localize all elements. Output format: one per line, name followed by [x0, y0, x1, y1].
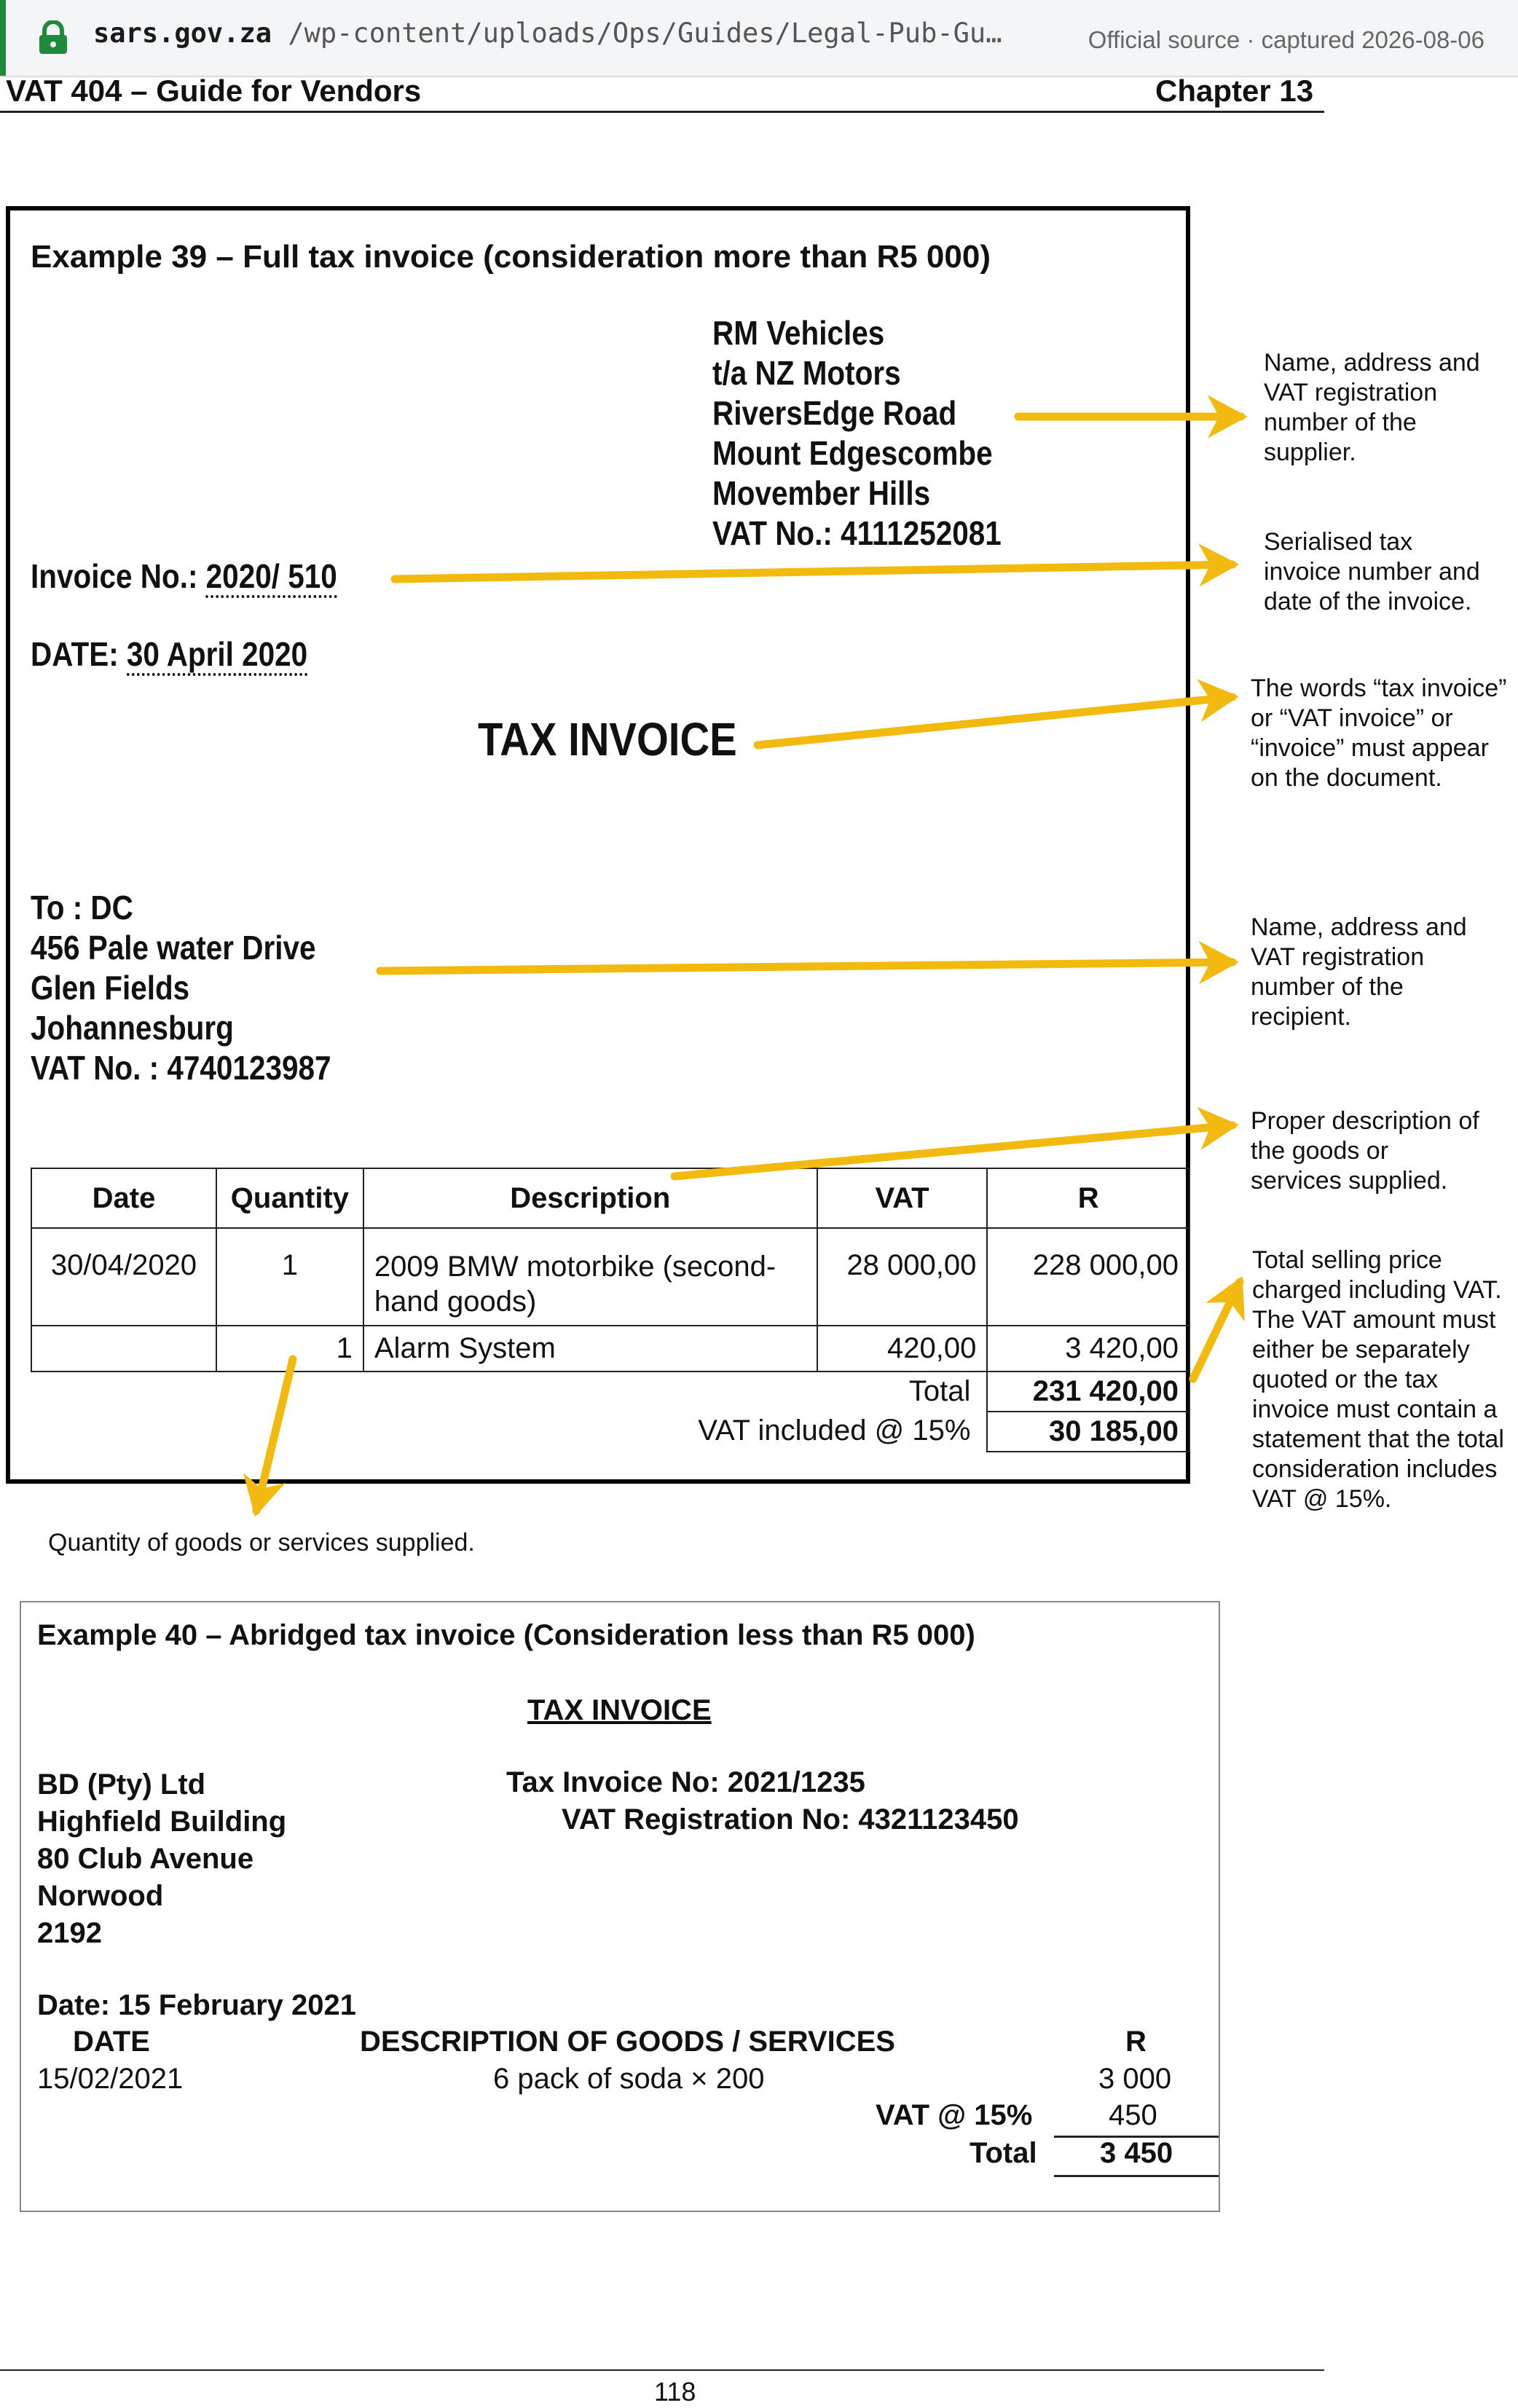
abridged-col-r: R	[1125, 2026, 1147, 2058]
arrow-description	[675, 1125, 1232, 1176]
recipient-line: VAT No. : 4740123987	[31, 1049, 331, 1087]
url-path: /wp-content/uploads/Ops/Guides/Legal-Pub-Gu…	[288, 17, 1002, 49]
tax-invoice-heading: TAX INVOICE	[478, 713, 737, 766]
abridged-vat-value: 450	[1109, 2099, 1157, 2131]
abridged-total-rule-bottom	[1054, 2175, 1219, 2177]
abridged-supplier-block	[37, 1766, 286, 1952]
abridged-supplier-line: 2192	[37, 1917, 102, 1949]
abridged-row-desc: 6 pack of soda × 200	[493, 2063, 765, 2095]
cell-desc: Alarm System	[363, 1326, 817, 1372]
cell-vat: 28 000,00	[817, 1228, 988, 1326]
annotation-supplier: Name, address and VAT registration number of the supplier.	[1264, 349, 1480, 466]
abridged-col-date: DATE	[73, 2026, 150, 2058]
cell-r: 3 420,00	[987, 1326, 1189, 1372]
invoice-no-value: 2020/ 510	[206, 557, 337, 598]
annotation-recipient: Name, address and VAT registration number of the recipient.	[1251, 913, 1467, 1031]
abridged-supplier-line: BD (Pty) Ltd	[37, 1768, 206, 1801]
invoice-date-label: DATE:	[31, 635, 127, 673]
supplier-line: RM Vehicles	[712, 314, 885, 352]
annotation-quantity: Quantity of goods or services supplied.	[48, 1529, 475, 1557]
col-header-description: Description	[363, 1168, 817, 1228]
abridged-total-label: Total	[970, 2137, 1037, 2169]
vat-included-label: VAT included @ 15%	[698, 1414, 971, 1447]
col-header-date: Date	[31, 1168, 216, 1228]
arrow-total	[1193, 1282, 1240, 1379]
url-domain: sars.gov.za	[93, 17, 272, 49]
cell-desc: 2009 BMW motorbike (second-hand goods)	[363, 1228, 817, 1326]
example-39-title: Example 39 – Full tax invoice (consideration more than R5 000)	[31, 239, 991, 275]
abridged-total-value: 3 450	[1100, 2137, 1173, 2169]
example-40-title: Example 40 – Abridged tax invoice (Consideration less than R5 000)	[37, 1619, 975, 1651]
arrow-words	[758, 697, 1232, 745]
col-header-r: R	[987, 1168, 1189, 1228]
abridged-supplier-line: 80 Club Avenue	[37, 1843, 254, 1875]
abridged-supplier-line: Highfield Building	[37, 1806, 287, 1838]
recipient-line: Johannesburg	[31, 1009, 234, 1047]
arrow-serial	[395, 564, 1232, 579]
footer-rule	[0, 2369, 1324, 2371]
recipient-line: Glen Fields	[31, 969, 190, 1007]
annotation-description: Proper description of the goods or services supplied.	[1251, 1107, 1479, 1195]
supplier-line: t/a NZ Motors	[712, 354, 901, 392]
doc-header-left: VAT 404 – Guide for Vendors	[6, 74, 422, 108]
supplier-line: RiversEdge Road	[712, 394, 957, 432]
invoice-no-label: Invoice No.:	[31, 557, 206, 595]
cell-vat: 420,00	[817, 1326, 988, 1372]
abridged-tax-invoice-heading: TAX INVOICE	[527, 1694, 712, 1726]
recipient-line: 456 Pale water Drive	[31, 929, 316, 967]
supplier-line: Movember Hills	[712, 474, 931, 512]
abridged-vat-reg-no: VAT Registration No: 4321123450	[562, 1803, 1019, 1835]
vat-included-value: 30 185,00	[987, 1412, 1189, 1452]
abridged-supplier-line: Norwood	[37, 1880, 164, 1912]
abridged-vat-label: VAT @ 15%	[876, 2099, 1033, 2131]
col-header-quantity: Quantity	[216, 1168, 363, 1228]
cell-date: 30/04/2020	[31, 1228, 216, 1326]
abridged-tax-invoice-no: Tax Invoice No: 2021/1235	[506, 1766, 865, 1798]
abridged-row-r: 3 000	[1098, 2063, 1172, 2095]
cell-qty: 1	[216, 1326, 363, 1372]
supplier-line: Mount Edgescombe	[712, 434, 993, 472]
abridged-col-desc: DESCRIPTION OF GOODS / SERVICES	[360, 2026, 895, 2058]
recipient-line: To : DC	[31, 889, 133, 926]
total-label: Total	[908, 1375, 971, 1407]
annotation-words: The words “tax invoice” or “VAT invoice” or “invoice” must appear on the document.	[1251, 674, 1507, 792]
supplier-line: VAT No.: 4111252081	[712, 514, 1002, 552]
arrow-recipient	[380, 962, 1232, 971]
annotation-serial: Serialised tax invoice number and date of the invoice.	[1264, 528, 1480, 615]
invoice-date-value: 30 April 2020	[127, 635, 307, 676]
annotation-total: Total selling price charged including VAT. The VAT amount must either be separately quoted or the tax invoice must contain a statement that the total consideration includes VAT @ 15%.	[1252, 1246, 1504, 1513]
capture-note: Official source · captured 2026-08-06	[1088, 26, 1484, 53]
cell-r: 228 000,00	[987, 1228, 1189, 1326]
abridged-row-date: 15/02/2021	[37, 2063, 184, 2095]
abridged-date-line: Date: 15 February 2021	[37, 1989, 357, 2021]
doc-header-right: Chapter 13	[1155, 74, 1314, 108]
col-header-vat: VAT	[817, 1168, 988, 1228]
page-number: 118	[654, 2377, 696, 2407]
arrow-quantity	[256, 1359, 293, 1511]
cell-qty: 1	[216, 1228, 363, 1326]
total-value: 231 420,00	[987, 1372, 1189, 1412]
